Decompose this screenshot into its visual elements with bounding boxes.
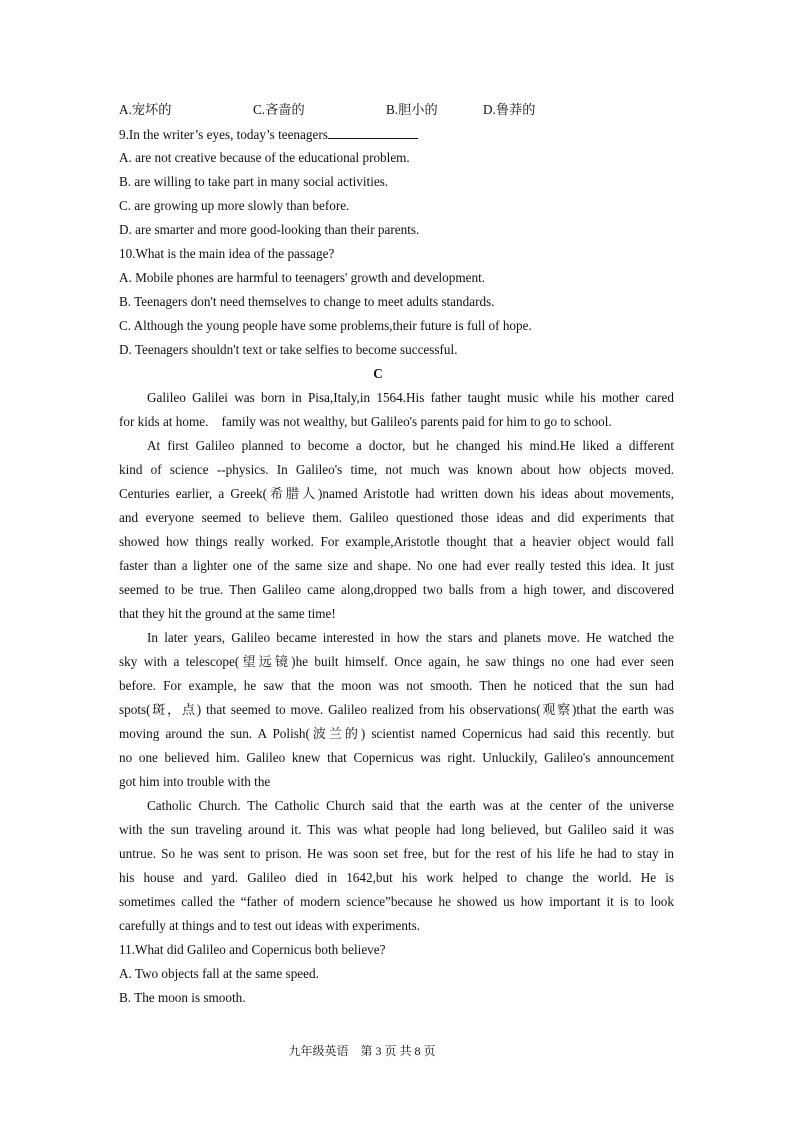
passage-line: showed how things really worked. For example,Aristotle thought that a heavier object would fall (119, 534, 674, 549)
q8-option-b: B.胆小的 (386, 102, 438, 117)
q10-option-b: B. Teenagers don't need themselves to change to meet adults standards. (119, 294, 495, 309)
passage-line: sky with a telescope(望远镜)he built himself. Once again, he saw things no one had ever seen (119, 654, 674, 669)
q10-option-d: D. Teenagers shouldn't text or take selfies to become successful. (119, 342, 458, 357)
passage-line: for kids at home. family was not wealthy, but Galileo's parents paid for him to go to school. (119, 414, 612, 429)
passage-line: and everyone seemed to believe them. Galileo questioned those ideas and did experiments that (119, 510, 674, 525)
passage-line: his house and yard. Galileo died in 1642,but his work helped to change the world. He is (119, 870, 674, 885)
q8-option-d: D.鲁莽的 (483, 102, 536, 117)
passage-line: Centuries earlier, a Greek(希腊人)named Aristotle had written down his ideas about movements, (119, 486, 674, 501)
passage-line: no one believed him. Galileo knew that Copernicus was right. Unluckily, Galileo's announcement (119, 750, 674, 765)
q9-stem (119, 126, 418, 143)
passage-line: got him into trouble with the (119, 774, 271, 789)
passage-line: carefully at things and to test out ideas with experiments. (119, 918, 421, 933)
q10-stem: 10.What is the main idea of the passage? (119, 246, 335, 261)
q11-option-a: A. Two objects fall at the same speed. (119, 966, 319, 981)
passage-line: kind of science --physics. In Galileo's time, not much was known about how objects moved. (119, 462, 674, 477)
passage-line: faster than a lighter one of the same size and shape. No one had ever really tested this idea. It just (119, 558, 674, 573)
q9-option-d: D. are smarter and more good-looking than their parents. (119, 222, 420, 237)
passage-line: Catholic Church. The Catholic Church said that the earth was at the center of the universe (147, 798, 674, 813)
passage-line: At first Galileo planned to become a doctor, but he changed his mind.He liked a different (147, 438, 674, 453)
passage-line: that they hit the ground at the same time! (119, 606, 336, 621)
passage-line: spots(斑，点) that seemed to move. Galileo realized from his observations(观察)that the earth was (119, 702, 674, 717)
page-footer: 九年级英语 第 3 页 共 8 页 (288, 1044, 436, 1058)
q10-option-c: C. Although the young people have some problems,their future is full of hope. (119, 318, 532, 333)
passage-line: In later years, Galileo became interested in how the stars and planets move. He watched the (147, 630, 674, 645)
q11-option-b: B. The moon is smooth. (119, 990, 246, 1005)
passage-line: Galileo Galilei was born in Pisa,Italy,in 1564.His father taught music while his mother cared (147, 390, 674, 405)
passage-line: untrue. So he was sent to prison. He was soon set free, but for the rest of his life he had to stay in (119, 846, 674, 861)
answer-blank (328, 126, 418, 139)
section-heading: C (373, 366, 383, 381)
q10-option-a: A. Mobile phones are harmful to teenagers' growth and development. (119, 270, 486, 285)
q9-option-a: A. are not creative because of the educational problem. (119, 150, 410, 165)
passage-line: with the sun traveling around it. This was what people had long believed, but Galileo said it was (119, 822, 674, 837)
passage-line: moving around the sun. A Polish(波兰的) scientist named Copernicus had said this recently. but (119, 726, 674, 741)
passage-line: seemed to be true. Then Galileo came along,dropped two balls from a high tower, and discovered (119, 582, 674, 597)
q8-option-c: C.吝啬的 (253, 102, 305, 117)
q8-option-a: A.宠坏的 (119, 102, 172, 117)
q9-option-c: C. are growing up more slowly than before. (119, 198, 350, 213)
passage-line: sometimes called the “father of modern science”because he showed us how important it is to look (119, 894, 674, 909)
q9-option-b: B. are willing to take part in many social activities. (119, 174, 389, 189)
q11-stem: 11.What did Galileo and Copernicus both believe? (119, 942, 386, 957)
passage-line: before. For example, he saw that the moon was not smooth. Then he noticed that the sun had (119, 678, 674, 693)
q9-stem-text: 9.In the writer’s eyes, today’s teenagers (119, 127, 328, 142)
